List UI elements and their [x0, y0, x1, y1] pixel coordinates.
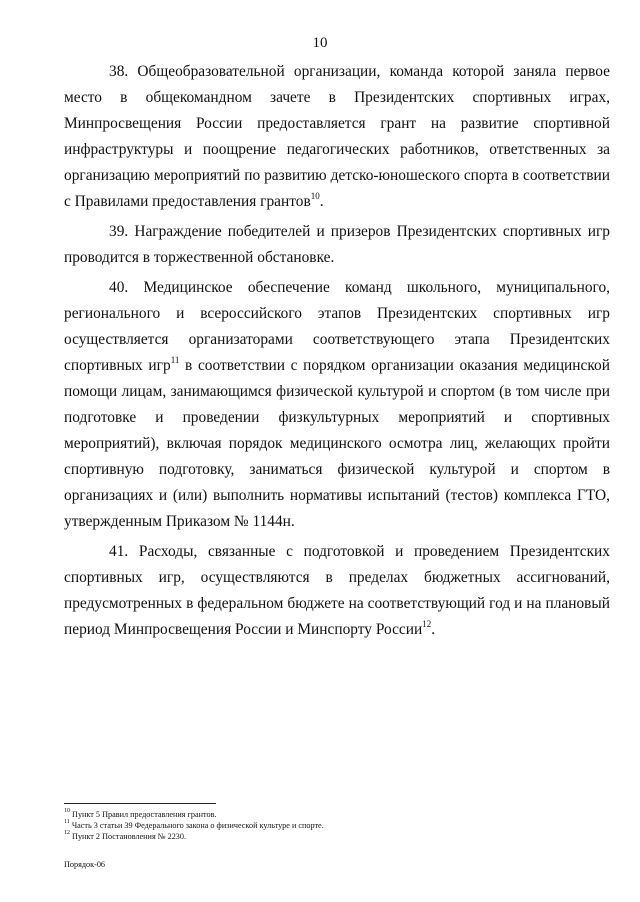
paragraph-41 — [64, 539, 610, 643]
paragraph-number: 39. — [109, 223, 129, 240]
footnote-text: Пункт 5 Правил предоставления грантов. — [70, 810, 217, 819]
page-number: 10 — [312, 35, 328, 51]
footnote-text: Часть 3 статьи 39 Федерального закона о физической культуре и спорте. — [69, 821, 324, 830]
footnote-divider — [64, 803, 216, 804]
paragraph-tail: в соответствии с порядком организации оказания медицинской помощи лицам, занимающимся физической культурой и спортом (в том числе при подготовке и проведении физкультурных мероприятий и спортивных мероприятий), включая порядок медицинского осмотра лиц, желающих пройти спортивную подготовку, заниматься физической культурой и спортом в организациях и (или) выполнить нормативы испытаний (тестов) комплекса ГТО, утвержденным Приказом № 1144н. — [64, 357, 610, 530]
paragraph-40 — [64, 275, 610, 535]
footnote-ref[interactable]: 12 — [422, 618, 432, 629]
paragraph-number: 38. — [109, 63, 129, 80]
paragraph-number: 40. — [109, 279, 129, 296]
paragraph-number: 41. — [109, 543, 129, 560]
paragraph-38 — [64, 59, 610, 215]
footnote-number: 11 — [64, 819, 70, 826]
paragraph-tail: . — [319, 193, 324, 210]
footnote-ref[interactable]: 11 — [170, 354, 180, 365]
body-text — [64, 59, 610, 643]
footnote-number: 12 — [64, 830, 70, 837]
paragraph-text: Общеобразовательной организации, команда которой заняла первое место в общекомандном зачете в Президентских спортивных играх, Минпросвещения России предоставляется грант на развитие спортивной инфраструктуры и поощрение педагогических работников, ответственных за организацию мероприятий по развитию детско-юношеского спорта в соответствии с Правилами предоставления грантов — [64, 63, 610, 210]
footnote-text: Пункт 2 Постановления № 2230. — [70, 832, 187, 841]
footnote-10 — [64, 809, 604, 820]
paragraph-text: Медицинское обеспечение команд школьного, муниципального, регионального и всероссийского этапов Президентских спортивных игр осуществляется организаторами соответствующего этапа Президентских спортивных игр — [64, 279, 610, 374]
paragraph-text: Расходы, связанные с подготовкой и проведением Президентских спортивных игр, осуществляются в пределах бюджетных ассигнований, предусмотренных в федеральном бюджете на соответствующий год и на плановый период Минпросвещения России и Минспорту России — [64, 543, 610, 638]
footnote-11 — [64, 820, 604, 831]
footnotes — [64, 809, 604, 842]
paragraph-tail: . — [431, 621, 436, 638]
footnote-number: 10 — [64, 808, 70, 815]
paragraph-text: Награждение победителей и призеров Президентских спортивных игр проводится в торжественной обстановке. — [64, 223, 610, 266]
document-code: Порядок-06 — [64, 860, 106, 869]
footnote-12 — [64, 831, 604, 842]
footnote-ref[interactable]: 10 — [310, 190, 320, 201]
paragraph-39 — [64, 219, 610, 271]
